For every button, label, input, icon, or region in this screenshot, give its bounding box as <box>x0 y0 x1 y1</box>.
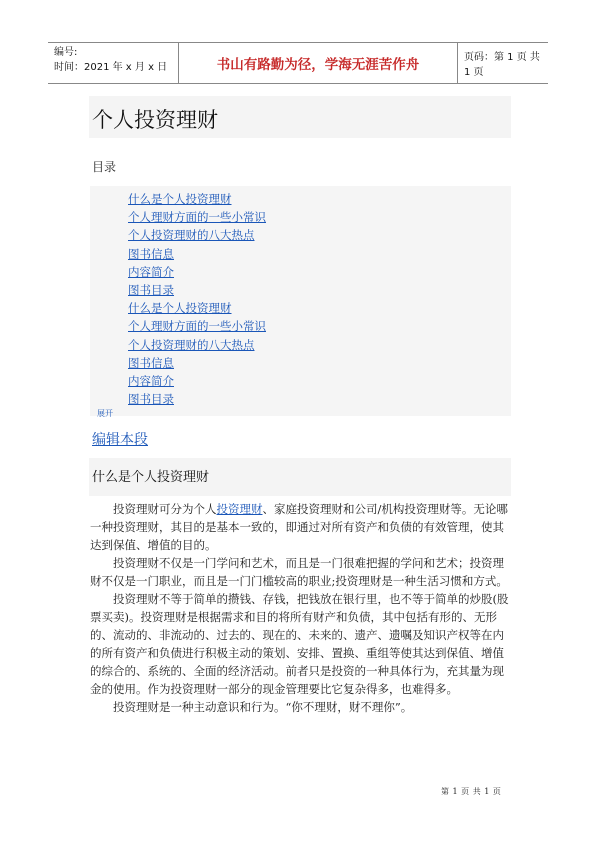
toc-item[interactable] <box>128 190 266 208</box>
toc-item[interactable] <box>128 263 266 281</box>
section-title: 什么是个人投资理财 <box>92 470 210 485</box>
toc-link[interactable]: 图书目录 <box>128 392 174 407</box>
toc-link[interactable]: 图书信息 <box>128 355 174 370</box>
investment-link[interactable]: 投资理财 <box>216 502 263 516</box>
edit-section-link[interactable]: 编辑本段 <box>92 432 148 448</box>
toc-item[interactable] <box>128 245 266 263</box>
paragraph: 投资理财不仅是一门学问和艺术，而且是一门很难把握的学问和艺术；投资理财不仅是一门职业，而且是一门门槛较高的职业;投资理财是一种生活习惯和方式。 <box>90 556 508 588</box>
toc-item[interactable] <box>128 317 266 335</box>
toc-item[interactable] <box>128 299 266 317</box>
paragraph-text: 投资理财可分为个人 <box>113 502 217 516</box>
toc-item[interactable] <box>128 372 266 390</box>
toc-item[interactable] <box>128 390 266 408</box>
expand-toc-link[interactable]: 展开 <box>97 409 113 418</box>
header-meta <box>54 45 176 75</box>
paragraph: 投资理财不等于简单的攒钱、存钱，把钱放在银行里，也不等于简单的炒股(股票买卖)。投资理财是根据需求和目的将所有财产和负债，其中包括有形的、无形的、流动的、非流动的、过去的、现在的、未来的、遗产、遗嘱及知识产权等在内的所有资产和负债进行积极主动的策划、安排、置换、重组等使其达到保值、增值的综合的、系统的、全面的经济活动。前者只是投资的一种具体行为，充其量为现金的使用。作为投资理财一部分的现金管理要比它复杂得多，也难得多。 <box>90 592 509 696</box>
toc-label: 目录 <box>92 160 117 174</box>
toc-link[interactable]: 什么是个人投资理财 <box>128 192 232 206</box>
time-label: 时间：2021 年 x 月 x 日 <box>54 62 168 73</box>
page-footer: 第 1 页 共 1 页 <box>441 787 501 796</box>
toc-link[interactable]: 个人投资理财的八大热点 <box>128 337 255 352</box>
toc-link[interactable]: 图书目录 <box>128 282 174 297</box>
toc-link[interactable]: 内容简介 <box>128 264 174 279</box>
section-body <box>90 500 510 716</box>
toc-link[interactable]: 什么是个人投资理财 <box>128 301 232 316</box>
header-page-info: 页码：第 1 页 共 1 页 <box>464 52 540 78</box>
toc-link[interactable]: 个人理财方面的一些小常识 <box>128 210 266 225</box>
paragraph <box>90 500 510 554</box>
toc-link[interactable]: 内容简介 <box>128 373 174 388</box>
toc-link[interactable]: 个人理财方面的一些小常识 <box>128 319 266 334</box>
toc-list <box>128 190 266 408</box>
toc-item[interactable] <box>128 354 266 372</box>
page-header <box>48 42 548 84</box>
number-label: 编号: <box>54 47 78 58</box>
toc-item[interactable] <box>128 281 266 299</box>
toc-item[interactable] <box>128 336 266 354</box>
paragraph: 投资理财是一种主动意识和行为。“你不理财，财不理你”。 <box>113 700 413 714</box>
toc-item[interactable] <box>128 226 266 244</box>
toc-link[interactable]: 个人投资理财的八大热点 <box>128 228 255 243</box>
paragraph-text: 、家庭投资理财和公司/机构投资理财等。无论哪一种投资理财，其目的是基本一致的，即通过对所有资产和负债的有效管理，使其达到保值、增值的目的。 <box>90 502 508 552</box>
toc-link[interactable]: 图书信息 <box>128 246 174 261</box>
toc-item[interactable] <box>128 208 266 226</box>
header-motto: 书山有路勤为径，学海无涯苦作舟 <box>178 43 458 83</box>
document-title: 个人投资理财 <box>92 108 218 132</box>
